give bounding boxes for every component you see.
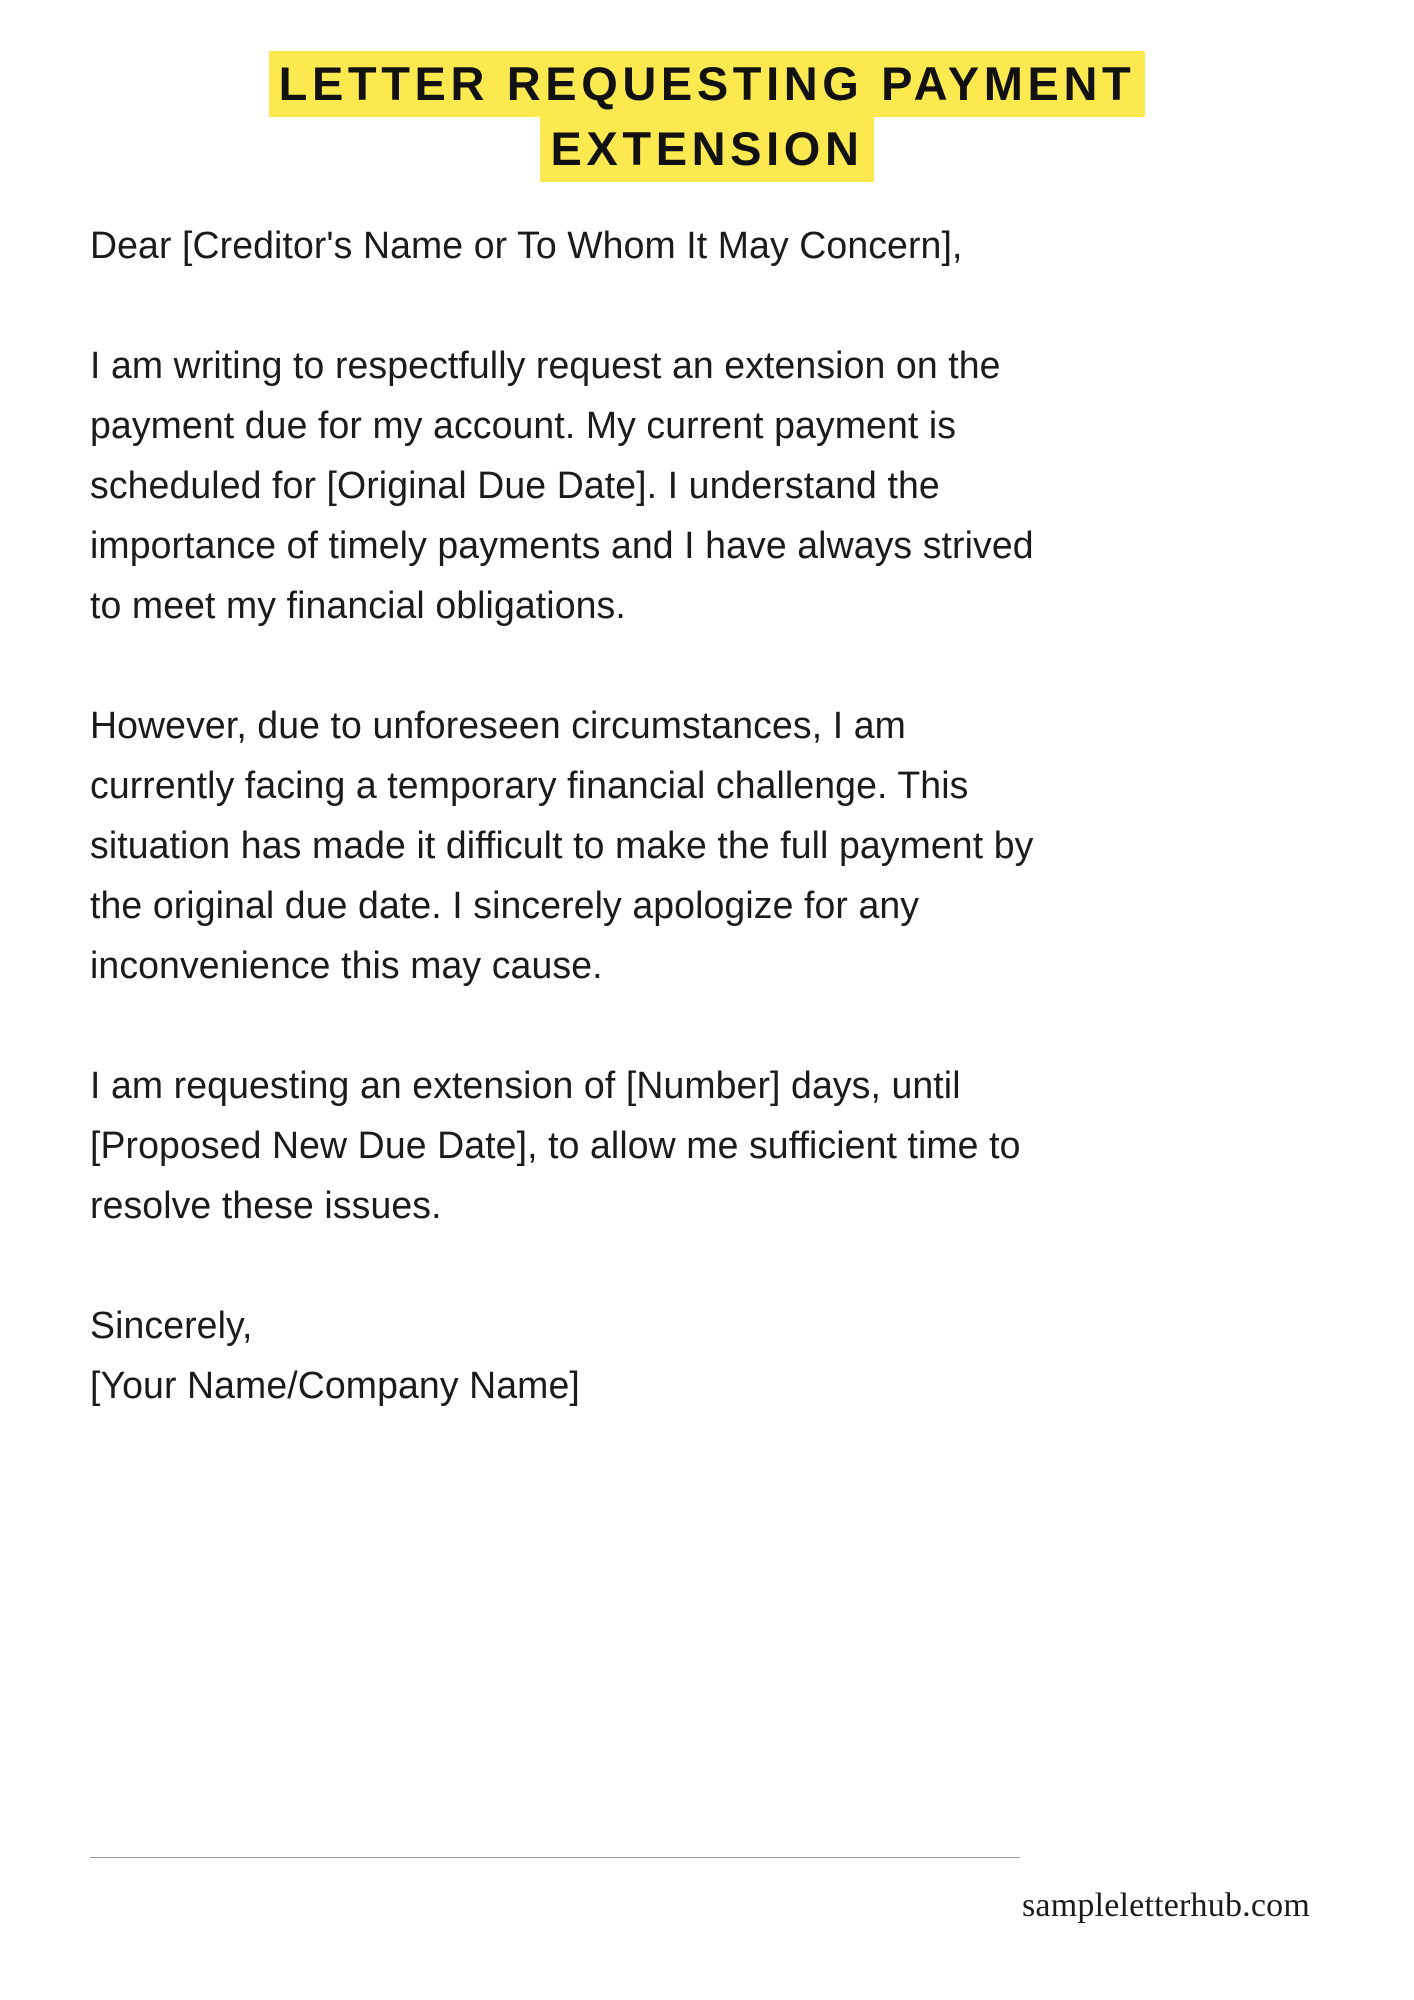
letter-body	[90, 216, 1062, 1416]
footer-divider	[90, 1857, 1020, 1858]
letter-paragraph-1: I am writing to respectfully request an extension on the payment due for my account. My current payment is scheduled for [Original Due Date]. I understand the importance of timely payments and I have always strived to meet my financial obligations.	[90, 345, 1034, 627]
letter-paragraph-2: However, due to unforeseen circumstances, I am currently facing a temporary financial challenge. This situation has made it difficult to make the full payment by the original due date. I sincerely apologize for any inconvenience this may cause.	[90, 705, 1034, 987]
document-title	[0, 0, 1414, 182]
letter-greeting: Dear [Creditor's Name or To Whom It May Concern],	[90, 225, 963, 267]
letter-signature-block	[90, 1296, 1047, 1416]
letter-signature-name: [Your Name/Company Name]	[90, 1365, 580, 1407]
document-title-line-2: EXTENSION	[540, 116, 873, 182]
letter-closing: Sincerely,	[90, 1305, 253, 1347]
letter-paragraph-3: I am requesting an extension of [Number] days, until [Proposed New Due Date], to allow me sufficient time to resolve these issues.	[90, 1065, 1021, 1227]
footer-site-url: sampleletterhub.com	[1022, 1887, 1310, 1924]
document-title-line-1: LETTER REQUESTING PAYMENT	[269, 51, 1146, 117]
